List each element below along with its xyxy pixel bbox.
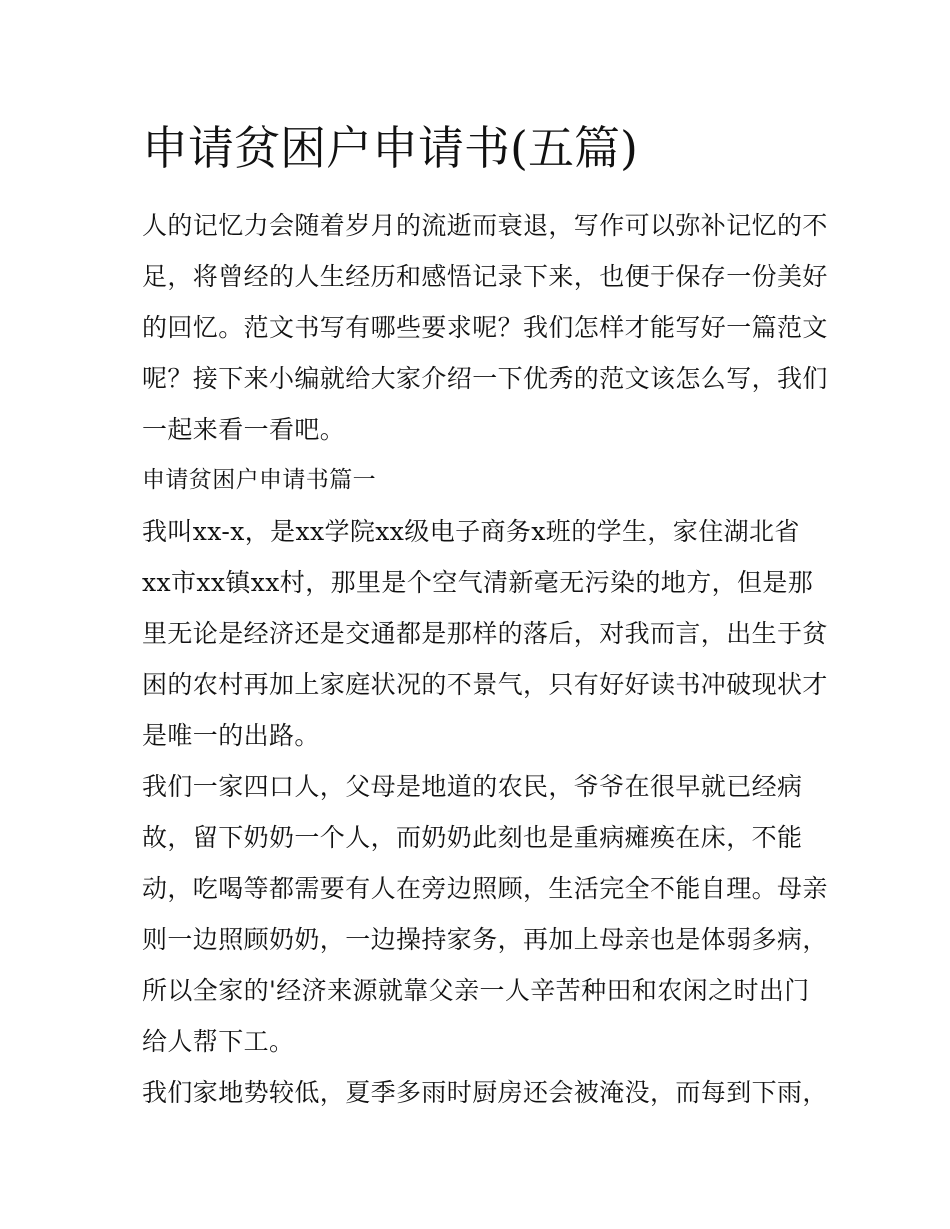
paragraph-line: 故，留下奶奶一个人，而奶奶此刻也是重病瘫痪在床，不能 xyxy=(142,823,803,852)
paragraph-line: 困的农村再加上家庭状况的不景气，只有好好读书冲破现状才 xyxy=(142,670,828,699)
paragraph-line: 所以全家的'经济来源就靠父亲一人辛苦种田和农闲之时出门 xyxy=(142,976,810,1005)
document-title: 申请贫困户申请书(五篇) xyxy=(142,121,638,175)
paragraph-line: 动，吃喝等都需要有人在旁边照顾，生活完全不能自理。母亲 xyxy=(142,874,828,903)
intro-line: 足，将曾经的人生经历和感悟记录下来，也便于保存一份美好 xyxy=(142,262,828,291)
intro-line: 的回忆。范文书写有哪些要求呢？我们怎样才能写好一篇范文 xyxy=(142,313,828,342)
paragraph-line: 我叫xx-x，是xx学院xx级电子商务x班的学生，家住湖北省 xyxy=(142,517,800,546)
paragraph-line: 是唯一的出路。 xyxy=(142,721,320,750)
paragraph-line: 则一边照顾奶奶，一边操持家务，再加上母亲也是体弱多病， xyxy=(142,925,828,954)
intro-line: 人的记忆力会随着岁月的流逝而衰退，写作可以弥补记忆的不 xyxy=(142,211,828,240)
section-heading: 申请贫困户申请书篇一 xyxy=(142,467,376,493)
paragraph-line: 我们家地势较低，夏季多雨时厨房还会被淹没，而每到下雨， xyxy=(142,1078,828,1107)
paragraph-line: 里无论是经济还是交通都是那样的落后，对我而言，出生于贫 xyxy=(142,619,828,648)
intro-line: 呢？接下来小编就给大家介绍一下优秀的范文该怎么写，我们 xyxy=(142,364,828,393)
paragraph-line: 给人帮下工。 xyxy=(142,1027,295,1056)
document-body xyxy=(142,200,828,1118)
paragraph-line: xx市xx镇xx村，那里是个空气清新毫无污染的地方，但是那 xyxy=(142,568,814,597)
intro-line: 一起来看一看吧。 xyxy=(142,415,346,444)
paragraph-line: 我们一家四口人，父母是地道的农民，爷爷在很早就已经病 xyxy=(142,772,803,801)
